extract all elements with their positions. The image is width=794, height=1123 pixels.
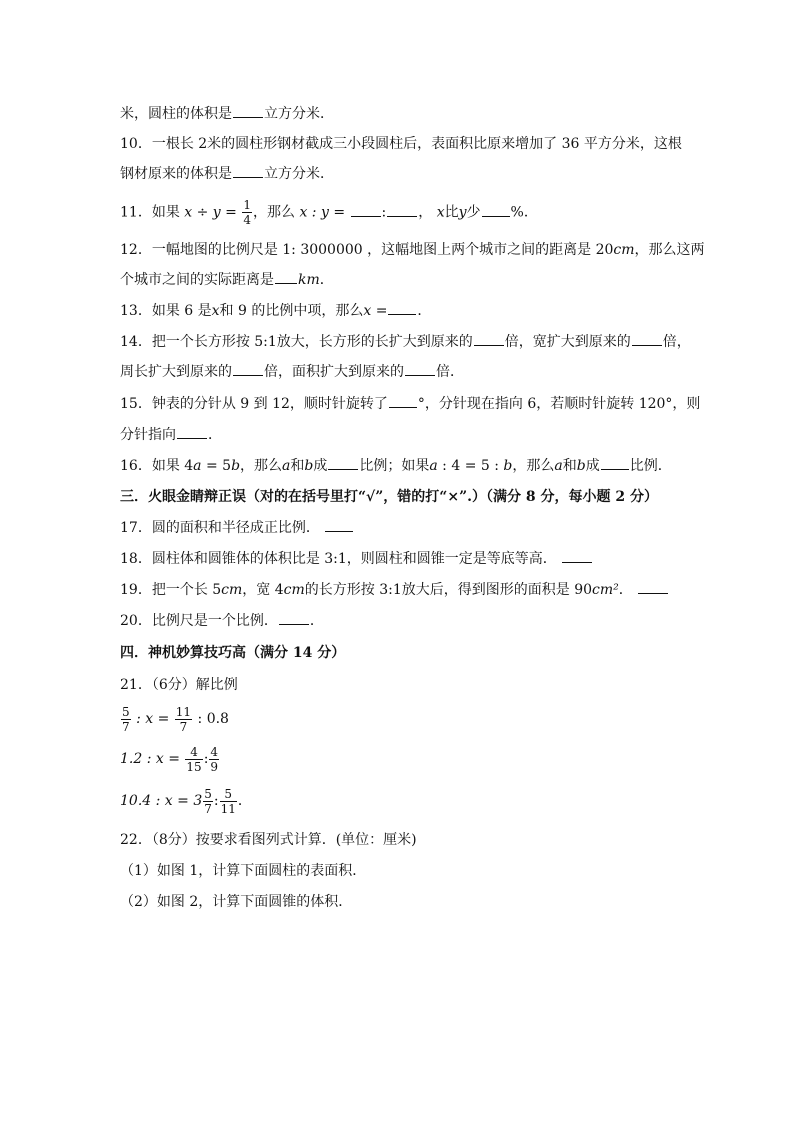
numerator: 11 bbox=[175, 704, 192, 719]
denominator: 4 bbox=[243, 213, 251, 227]
text: %． bbox=[510, 204, 538, 221]
math-var: b bbox=[576, 458, 586, 474]
q11 bbox=[120, 199, 538, 225]
numerator: 4 bbox=[185, 746, 202, 760]
q12-line1 bbox=[120, 240, 705, 260]
answer-blank[interactable] bbox=[482, 203, 510, 217]
q15-line2 bbox=[120, 425, 222, 445]
answer-blank[interactable] bbox=[233, 164, 263, 178]
math-expr: 10.4 : x = 3 bbox=[120, 793, 203, 809]
text: : bbox=[381, 204, 387, 221]
math-var: x bbox=[211, 303, 220, 319]
q17 bbox=[120, 518, 354, 538]
text: ． bbox=[319, 272, 334, 288]
text: 立方分米． bbox=[264, 166, 334, 182]
text: 成 bbox=[585, 458, 600, 474]
text: 10．一根长 2米的圆柱形钢材截成三小段圆柱后，表面积比原来增加了 36 平方分米，这根 bbox=[120, 136, 682, 152]
denominator: 11 bbox=[220, 801, 236, 816]
text: 19．把一个长 5 bbox=[120, 582, 222, 598]
denominator: 7 bbox=[179, 719, 188, 734]
text: 倍，宽扩大到原来的 bbox=[504, 334, 631, 350]
answer-blank[interactable] bbox=[474, 332, 504, 346]
q22-part-1: （1）如图 1，计算下面圆柱的表面积． bbox=[120, 863, 367, 879]
unit: cm bbox=[221, 582, 243, 598]
text: 比例；如果 bbox=[359, 458, 430, 474]
text: ，那么 bbox=[512, 458, 555, 474]
answer-blank[interactable] bbox=[405, 362, 435, 376]
text: ，宽 4 bbox=[242, 582, 284, 598]
q22-title: 22．（8分）按要求看图列式计算．(单位：厘米) bbox=[120, 832, 417, 848]
fraction bbox=[209, 746, 219, 773]
text: 18．圆柱体和圆锥体的体积比是 3:1，则圆柱和圆锥一定是等底等高． bbox=[120, 551, 557, 567]
numerator: 4 bbox=[210, 744, 219, 759]
q18 bbox=[120, 549, 593, 569]
answer-blank[interactable] bbox=[601, 456, 629, 470]
numerator: 5 bbox=[122, 704, 130, 719]
text: 倍． bbox=[436, 364, 464, 380]
denominator: 9 bbox=[210, 759, 219, 774]
math-var: a bbox=[554, 458, 563, 474]
math-var: b bbox=[503, 458, 513, 474]
denominator: 7 bbox=[204, 801, 212, 816]
answer-blank[interactable] bbox=[388, 301, 416, 315]
answer-blank[interactable] bbox=[351, 203, 381, 217]
text: ． bbox=[237, 793, 252, 809]
math-var: b bbox=[231, 458, 241, 474]
text: 成 bbox=[313, 458, 328, 474]
text: 20．比例尺是一个比例． bbox=[120, 613, 278, 629]
unit: km bbox=[298, 272, 320, 288]
fraction bbox=[121, 706, 131, 733]
math-expr: : x = bbox=[136, 711, 170, 727]
fraction bbox=[220, 788, 237, 815]
answer-blank[interactable] bbox=[275, 270, 297, 284]
math-var: a bbox=[193, 458, 202, 474]
text: ． bbox=[417, 303, 432, 319]
text: 钢材原来的体积是 bbox=[120, 166, 232, 182]
text: ，那么 bbox=[240, 458, 283, 474]
text: : bbox=[203, 751, 209, 767]
q9-tail bbox=[120, 104, 334, 124]
fraction bbox=[242, 199, 252, 226]
q21-title: 21．（6分）解比例 bbox=[120, 677, 238, 693]
denominator: 15 bbox=[186, 759, 202, 774]
unit: cm bbox=[283, 582, 305, 598]
text: 的长方形按 3:1放大后，得到图形的面积是 90 bbox=[304, 582, 593, 598]
text: : bbox=[213, 793, 219, 809]
answer-blank[interactable] bbox=[328, 456, 358, 470]
text: 和 bbox=[290, 458, 305, 474]
text: 个城市之间的实际距离是 bbox=[120, 272, 274, 288]
text: 比 bbox=[444, 204, 459, 221]
text: 14．把一个长方形按 5:1放大，长方形的长扩大到原来的 bbox=[120, 334, 473, 350]
math-var: a bbox=[282, 458, 291, 474]
numerator: 1 bbox=[243, 198, 251, 212]
math-expr: x = bbox=[363, 303, 388, 319]
numerator: 5 bbox=[204, 786, 212, 801]
denominator: 7 bbox=[122, 719, 130, 734]
text: ． bbox=[618, 582, 633, 598]
math-expr: 1.2 : x = bbox=[120, 751, 180, 767]
text: 米，圆柱的体积是 bbox=[120, 106, 232, 122]
text: °，分针现在指向 6，若顺时针旋转 120°，则 bbox=[417, 396, 701, 412]
text: 倍，面积扩大到原来的 bbox=[264, 364, 404, 380]
fraction bbox=[175, 706, 192, 733]
answer-blank[interactable] bbox=[387, 203, 417, 217]
text: 11．如果 bbox=[120, 204, 180, 221]
math-var: y bbox=[458, 204, 467, 221]
text: 和 9 的比例中项，那么 bbox=[219, 303, 364, 319]
q13 bbox=[120, 301, 431, 321]
section-3-heading: 三．火眼金睛辩正误（对的在括号里打“√”，错的打“×”.）（满分 8 分，每小题 2 分） bbox=[120, 489, 658, 505]
q10-line1 bbox=[120, 134, 682, 154]
text: ，那么 bbox=[253, 204, 295, 221]
text: 15．钟表的分针从 9 到 12，顺时针旋转了 bbox=[120, 396, 388, 412]
text: 少 bbox=[466, 204, 481, 221]
answer-blank[interactable] bbox=[279, 611, 309, 625]
q14-line2 bbox=[120, 362, 464, 382]
answer-blank[interactable] bbox=[632, 332, 662, 346]
q20 bbox=[120, 611, 324, 631]
text: 12．一幅地图的比例尺是 1: 3000000 ，这幅地图上两个城市之间的距离是 20 bbox=[120, 242, 614, 258]
text: ，那么这两 bbox=[634, 242, 705, 258]
math-var: x bbox=[436, 204, 445, 221]
numerator: 5 bbox=[220, 788, 237, 802]
unit: cm bbox=[613, 242, 635, 258]
q21-equation-2 bbox=[120, 743, 220, 775]
math-var: b bbox=[304, 458, 314, 474]
text: 16．如果 4 bbox=[120, 458, 194, 474]
q16 bbox=[120, 456, 672, 476]
text: 和 bbox=[562, 458, 577, 474]
answer-blank[interactable] bbox=[638, 580, 668, 594]
text: 分针指向 bbox=[120, 427, 176, 443]
q22-part-2: （2）如图 2，计算下面圆锥的体积． bbox=[120, 894, 353, 910]
q15-line1 bbox=[120, 394, 700, 414]
text: 立方分米． bbox=[264, 106, 334, 122]
fraction bbox=[185, 746, 202, 773]
answer-blank[interactable] bbox=[233, 104, 263, 118]
math-expr: x ÷ y = bbox=[184, 204, 237, 221]
fraction bbox=[203, 788, 213, 815]
answer-blank[interactable] bbox=[233, 362, 263, 376]
q10-line2 bbox=[120, 164, 334, 184]
unit: cm² bbox=[592, 582, 619, 598]
text: 倍， bbox=[662, 334, 691, 350]
q21-equation-3 bbox=[120, 785, 252, 817]
section-4-heading: 四．神机妙算技巧高（满分 14 分） bbox=[120, 645, 346, 661]
q19 bbox=[120, 580, 669, 600]
answer-blank[interactable] bbox=[177, 425, 207, 439]
answer-blank[interactable] bbox=[389, 394, 417, 408]
q12-line2 bbox=[120, 270, 334, 290]
answer-blank[interactable] bbox=[562, 549, 592, 563]
q14-line1 bbox=[120, 332, 691, 352]
math-expr: x : y = bbox=[299, 204, 346, 221]
text: 比例． bbox=[629, 458, 672, 474]
text: 17．圆的面积和半径成正比例． bbox=[120, 520, 320, 536]
text: ． bbox=[309, 613, 324, 629]
text: 13．如果 6 是 bbox=[120, 303, 212, 319]
text: 周长扩大到原来的 bbox=[120, 364, 232, 380]
text: ． bbox=[208, 427, 222, 443]
text: ， bbox=[418, 204, 433, 221]
math-expr: : 0.8 bbox=[197, 711, 229, 727]
math-var: a bbox=[429, 458, 438, 474]
text: : 4 = 5 : bbox=[437, 458, 504, 474]
q21-equation-1 bbox=[120, 703, 229, 735]
answer-blank[interactable] bbox=[325, 518, 353, 532]
text: = 5 bbox=[201, 458, 232, 474]
